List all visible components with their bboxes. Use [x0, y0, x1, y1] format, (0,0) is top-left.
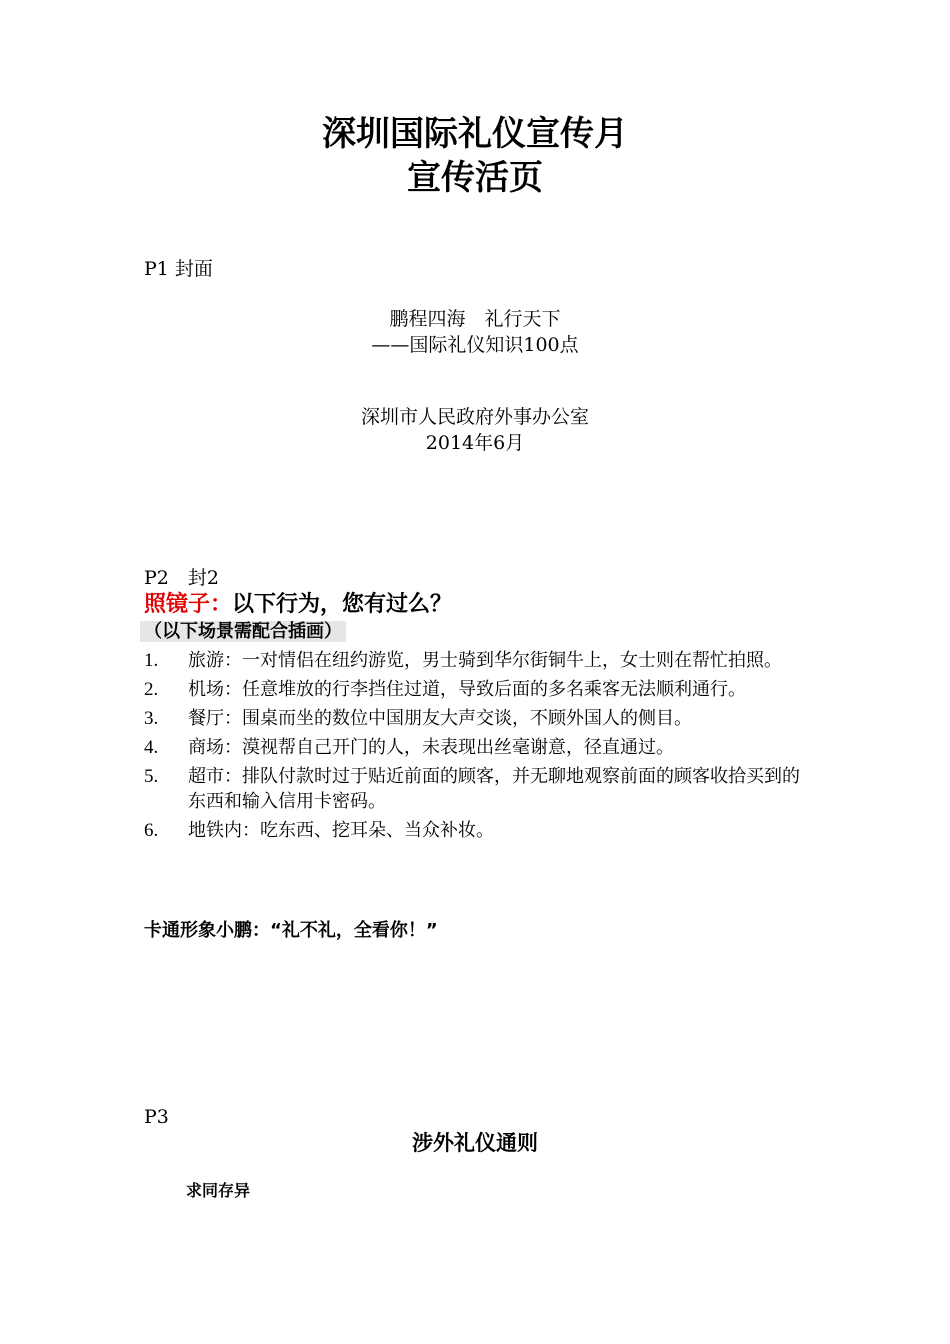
- p2-behavior-list: [144, 648, 808, 847]
- list-item-text: 餐厅：围桌而坐的数位中国朋友大声交谈，不顾外国人的侧目。: [188, 708, 692, 729]
- p2-label: P2 封2: [144, 567, 219, 589]
- p1-slogan: 鹏程四海 礼行天下: [389, 308, 561, 330]
- list-item: [144, 648, 808, 673]
- list-item-number: 3.: [144, 708, 159, 729]
- p1-date: 2014年6月: [425, 432, 525, 454]
- document-title-line1: 深圳国际礼仪宣传月: [322, 114, 628, 154]
- list-item-text: 旅游：一对情侣在纽约游览，男士骑到华尔街铜牛上，女士则在帮忙拍照。: [188, 650, 782, 671]
- list-item-text: 超市：排队付款时过于贴近前面的顾客，并无聊地观察前面的顾客收拾买到的东西和输入信用卡密码。: [188, 766, 800, 812]
- p2-heading-rest: 以下行为，您有过么？: [232, 592, 453, 617]
- p2-illustration-note: （以下场景需配合插画）: [140, 621, 346, 642]
- p2-heading-red: 照镜子：: [144, 592, 233, 617]
- p1-subtitle: ——国际礼仪知识100点: [371, 334, 579, 356]
- p2-cartoon-line: 卡通形象小鹏：“礼不礼，全看你！”: [144, 920, 438, 941]
- list-item-number: 4.: [144, 737, 159, 758]
- p3-label: P3: [144, 1106, 169, 1128]
- list-item: [144, 677, 808, 702]
- list-item: [144, 818, 808, 843]
- p1-organization: 深圳市人民政府外事办公室: [360, 406, 589, 428]
- list-item-text: 地铁内：吃东西、挖耳朵、当众补妆。: [188, 820, 494, 841]
- list-item-number: 2.: [144, 679, 159, 700]
- list-item-number: 1.: [144, 650, 159, 671]
- p3-subheading: 求同存异: [186, 1181, 251, 1200]
- p2-note-wrap: [140, 619, 346, 645]
- list-item-text: 机场：任意堆放的行李挡住过道，导致后面的多名乘客无法顺利通行。: [188, 679, 746, 700]
- list-item: [144, 735, 808, 760]
- list-item: [144, 764, 808, 814]
- p2-heading: [144, 590, 452, 620]
- list-item-number: 5.: [144, 766, 159, 787]
- list-item-number: 6.: [144, 820, 159, 841]
- list-item: [144, 706, 808, 731]
- p3-title: 涉外礼仪通则: [412, 1131, 538, 1155]
- list-item-text: 商场：漠视帮自己开门的人，未表现出丝毫谢意，径直通过。: [188, 737, 674, 758]
- document-title-line2: 宣传活页: [407, 158, 543, 198]
- p1-label: P1 封面: [144, 258, 213, 280]
